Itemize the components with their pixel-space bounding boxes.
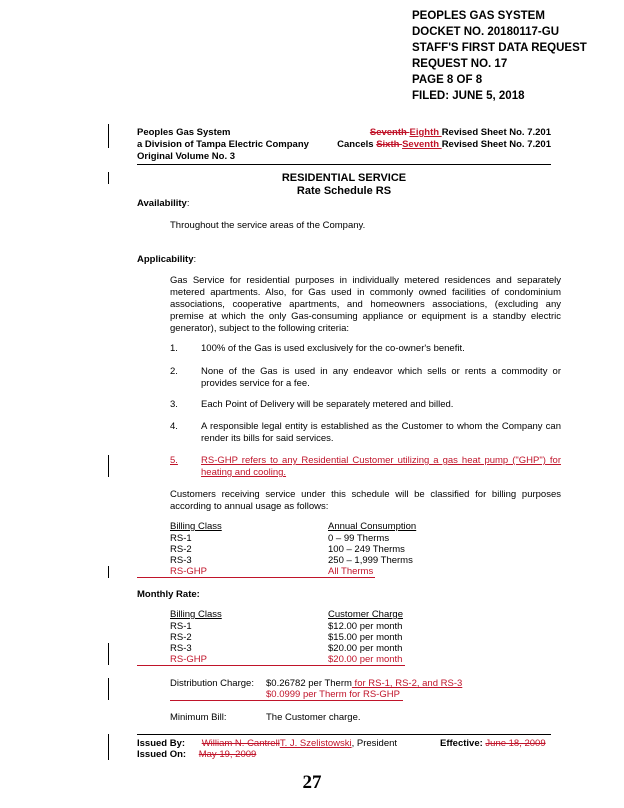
criterion-text: 100% of the Gas is used exclusively for the co-owner's benefit. — [201, 343, 465, 354]
usage-row-value: 0 – 99 Therms — [328, 533, 390, 544]
distribution-line-ghp: $0.0999 per Therm for RS-GHP — [266, 689, 400, 700]
applicability-heading: Applicability: — [137, 254, 197, 265]
usage-col-billing-class: Billing Class — [170, 521, 222, 532]
rate-row-value: $15.00 per month — [328, 632, 403, 643]
availability-text: Throughout the service areas of the Company. — [170, 220, 366, 231]
cancels-prefix: Cancels — [337, 139, 377, 150]
rate-col-customer-charge: Customer Charge — [328, 609, 403, 620]
header-rule — [137, 164, 551, 165]
rate-row-value-inserted: $20.00 per month — [328, 654, 403, 665]
filing-page: PAGE 8 OF 8 — [412, 74, 483, 86]
cancels-inserted: Seventh — [402, 139, 442, 150]
filing-header — [412, 8, 587, 104]
usage-row-class: RS-3 — [170, 555, 192, 566]
criterion-number: 2. — [170, 366, 178, 377]
filing-date: FILED: JUNE 5, 2018 — [412, 90, 525, 102]
page-number: 27 — [302, 772, 322, 793]
filing-request-no: REQUEST NO. 17 — [412, 58, 508, 70]
revision-bar — [108, 678, 109, 700]
rate-row-class: RS-1 — [170, 621, 192, 632]
criterion-text: Each Point of Delivery will be separately metered and billed. — [201, 399, 454, 410]
usage-row-value-inserted: All Therms — [328, 566, 374, 577]
rate-row-class: RS-2 — [170, 632, 192, 643]
filing-company: PEOPLES GAS SYSTEM — [412, 10, 545, 22]
effective — [440, 738, 546, 750]
criterion-text: A responsible legal entity is established as the Customer to whom the Company can render its bills for said services. — [201, 421, 561, 444]
criterion-number: 4. — [170, 421, 178, 432]
distribution-label: Distribution Charge: — [170, 678, 254, 689]
filing-docket: DOCKET NO. 20180117-GU — [412, 26, 560, 38]
monthly-rate-heading: Monthly Rate: — [137, 589, 200, 600]
minimum-bill-label: Minimum Bill: — [170, 712, 227, 723]
availability-heading: Availability: — [137, 198, 190, 209]
usage-row-value: 100 – 249 Therms — [328, 544, 405, 555]
sheet-cancels — [337, 139, 551, 151]
issued-on-struck: May 19, 2009 — [198, 749, 257, 760]
usage-row-class: RS-2 — [170, 544, 192, 555]
inserted-underline — [137, 577, 375, 578]
effective-struck: June 18, 2009 — [485, 738, 546, 749]
usage-col-annual-consumption: Annual Consumption — [328, 521, 417, 532]
classification-text: Customers receiving service under this schedule will be classified for billing purposes according to annual usage as follows: — [170, 489, 561, 512]
revision-bar — [108, 566, 109, 578]
cancels-suffix: Revised Sheet No. 7.201 — [441, 139, 551, 150]
schedule-title: RESIDENTIAL SERVICE — [281, 172, 407, 184]
usage-row-value: 250 – 1,999 Therms — [328, 555, 413, 566]
revision-bar — [108, 643, 109, 665]
revision-bar — [108, 455, 109, 477]
filing-request-title: STAFF'S FIRST DATA REQUEST — [412, 42, 587, 54]
distribution-insert: for RS-1, RS-2, and RS-3 — [351, 678, 463, 689]
revision-bar — [108, 124, 109, 148]
rate-row-value: $20.00 per month — [328, 643, 403, 654]
rate-row-class: RS-3 — [170, 643, 192, 654]
rate-col-billing-class: Billing Class — [170, 609, 222, 620]
cancels-struck: Sixth — [376, 139, 403, 150]
issued-by-label: Issued By: — [137, 738, 186, 749]
minimum-bill-value: The Customer charge. — [266, 712, 361, 723]
sheet-revision — [370, 127, 551, 139]
rate-row-class-inserted: RS-GHP — [170, 654, 207, 665]
revision-suffix: Revised Sheet No. 7.201 — [441, 127, 551, 138]
criterion-text-inserted: RS-GHP refers to any Residential Customer utilizing a gas heat pump ("GHP") for heating and cooling. — [201, 455, 561, 478]
distribution-value: $0.26782 per Therm for RS-1, RS-2, and RS-3 — [266, 678, 463, 689]
inserted-underline — [137, 665, 405, 666]
sheet-company: Peoples Gas System — [137, 127, 231, 138]
issued-by-struck: William N. Cantrell — [201, 738, 280, 749]
criterion-number-inserted: 5. — [170, 455, 178, 466]
schedule-subtitle: Rate Schedule RS — [296, 185, 392, 197]
sheet-division: a Division of Tampa Electric Company — [137, 139, 309, 150]
rate-row-value: $12.00 per month — [328, 621, 403, 632]
sheet-volume: Original Volume No. 3 — [137, 151, 236, 162]
criterion-number: 3. — [170, 399, 178, 410]
applicability-text: Gas Service for residential purposes in individually metered residences and separately metered apartments. Also, for Gas used in commonly owned facilities of condominium associations, cooperative apartments, and homeowners associations, (excluding any premise at which the only Gas-consuming appliance or equipment is a standby electric generator), subject to the following criteria: — [170, 275, 561, 334]
revision-struck: Seventh — [369, 127, 410, 138]
issued-on-label: Issued On: — [137, 749, 187, 760]
inserted-underline — [170, 700, 403, 701]
revision-bar — [108, 734, 109, 760]
criterion-number: 1. — [170, 343, 178, 354]
revision-bar — [108, 172, 109, 184]
issued-on — [137, 749, 256, 761]
issued-by-title: , President — [351, 738, 398, 749]
issued-by-inserted: T. J. Szelistowski — [279, 738, 352, 749]
footer-rule — [137, 734, 551, 735]
effective-label: Effective: — [440, 738, 483, 749]
usage-row-class-inserted: RS-GHP — [170, 566, 207, 577]
criterion-text: None of the Gas is used in any endeavor which sells or rents a commodity or provides service for a fee. — [201, 366, 561, 389]
usage-row-class: RS-1 — [170, 533, 192, 544]
revision-inserted: Eighth — [409, 127, 442, 138]
